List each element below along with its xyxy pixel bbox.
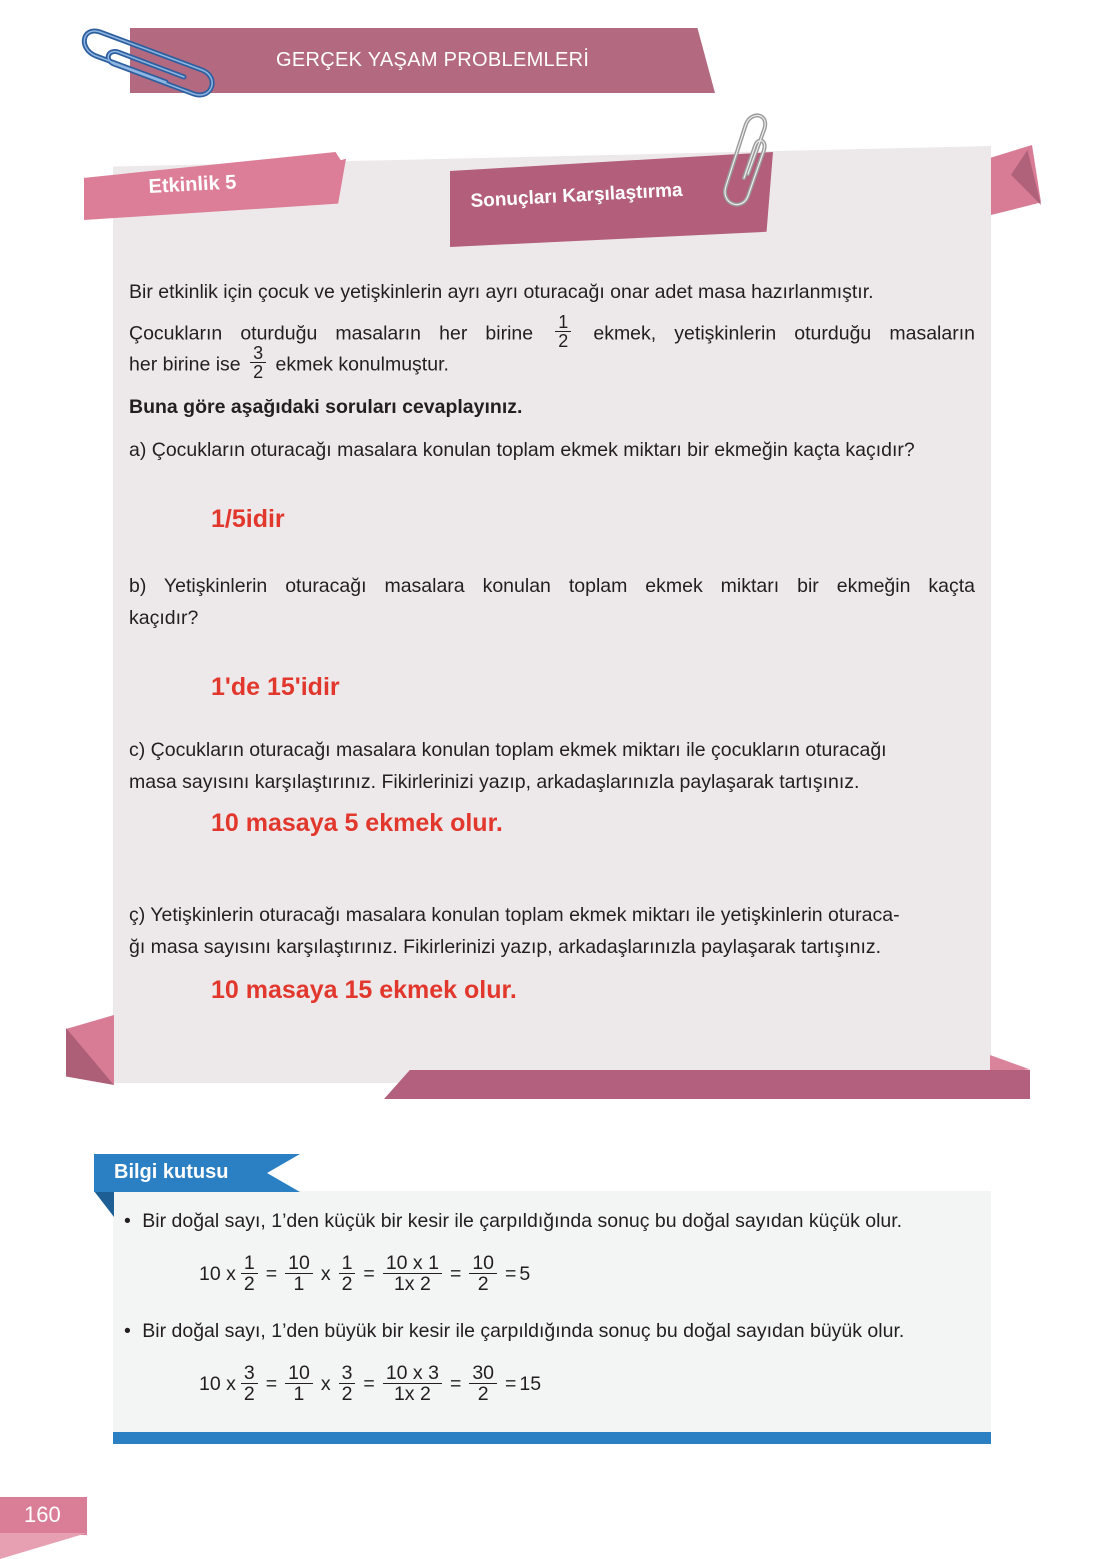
question-b-line1: b) Yetişkinlerin oturacağı masalara konulan toplam ekmek miktarı bir ekmeğin kaçta (129, 575, 975, 597)
instruction-text: Buna göre aşağıdaki soruları cevaplayınız. (129, 396, 523, 418)
info-bullet (124, 1318, 986, 1344)
question-c-line2: masa sayısını karşılaştırınız. Fikirlerinizi yazıp, arkadaşlarınızla paylaşarak tartışınız. (129, 771, 860, 793)
info-bullet-text: Bir doğal sayı, 1’den küçük bir kesir ile çarpıldığında sonuç bu doğal sayıdan küçük olur. (142, 1210, 903, 1232)
info-bullet-text: Bir doğal sayı, 1’den büyük bir kesir ile çarpıldığında sonuç bu doğal sayıdan büyük olur. (142, 1320, 905, 1342)
question-b-line2: kaçıdır? (129, 607, 199, 629)
formula-1 (199, 1253, 530, 1294)
fraction-numerator: 10 (469, 1253, 497, 1274)
fraction-denominator: 2 (341, 1383, 353, 1405)
page-title: GERÇEK YAŞAM PROBLEMLERİ (276, 49, 590, 71)
equals-sign: = (265, 1372, 278, 1395)
question-cc-line2: ğı masa sayısını karşılaştırınız. Fikirlerinizi yazıp, arkadaşlarınızla paylaşarak tartışınız. (129, 936, 882, 958)
fraction-numerator: 30 (469, 1363, 497, 1384)
paperclip-icon (718, 112, 780, 216)
answer-cc: 10 masaya 15 ekmek olur. (211, 976, 517, 1004)
fraction-denominator: 2 (558, 331, 569, 351)
intro-text: ekmek, yetişkinlerin oturduğu masaların (593, 322, 975, 345)
fraction-denominator: 1 (293, 1383, 305, 1405)
bullet-icon: • (124, 1210, 131, 1232)
page-number-fold (0, 1533, 87, 1559)
fraction (469, 1253, 497, 1294)
fraction-numerator: 3 (241, 1363, 258, 1384)
fraction (241, 1363, 258, 1404)
equals-sign: = (363, 1372, 375, 1395)
question-a: a) Çocukların oturacağı masalara konulan toplam ekmek miktarı bir ekmeğin kaçta kaçıdır? (129, 439, 915, 461)
answer-a: 1/5idir (211, 505, 285, 533)
intro-text: Çocukların oturduğu masaların her birine (129, 322, 534, 345)
info-box-title: Bilgi kutusu (114, 1161, 229, 1183)
equals-sign: = (505, 1262, 517, 1285)
equals-sign: = (265, 1262, 278, 1285)
question-cc-line1: ç) Yetişkinlerin oturacağı masalara konulan toplam ekmek miktarı ile yetişkinlerin oturaca- (129, 904, 900, 926)
fraction-numerator: 1 (339, 1253, 356, 1274)
fraction (383, 1253, 442, 1294)
info-box-bottom-bar (113, 1432, 991, 1444)
fraction-denominator: 2 (253, 362, 264, 382)
times-sign: x (320, 1262, 331, 1285)
fraction-numerator: 3 (339, 1363, 356, 1384)
question-c-line1: c) Çocukların oturacağı masalara konulan toplam ekmek miktarı ile çocukların oturacağı (129, 739, 887, 761)
equals-sign: = (363, 1262, 375, 1285)
fraction-numerator: 1 (241, 1253, 258, 1274)
fraction (469, 1363, 497, 1404)
fraction-denominator: 2 (243, 1383, 255, 1405)
fraction (339, 1363, 356, 1404)
equals-sign: = (449, 1372, 462, 1395)
answer-b: 1'de 15'idir (211, 673, 340, 701)
times-sign: x (320, 1372, 331, 1395)
fraction-denominator: 2 (243, 1273, 255, 1295)
fraction (339, 1253, 356, 1294)
topic-label: Sonuçları Karşılaştırma (470, 179, 684, 212)
fraction-numerator: 10 (285, 1253, 313, 1274)
fraction-numerator: 10 (285, 1363, 313, 1384)
fraction-denominator: 1 (293, 1273, 305, 1295)
fraction-denominator: 2 (477, 1383, 489, 1405)
formula-result: 5 (519, 1262, 531, 1285)
fraction (285, 1253, 313, 1294)
fraction-numerator: 1 (555, 313, 571, 332)
equals-sign: = (505, 1372, 517, 1395)
fraction (285, 1363, 313, 1404)
fraction-denominator: 2 (341, 1273, 353, 1295)
bullet-icon: • (124, 1320, 131, 1342)
paperclip-icon (74, 22, 224, 100)
intro-text: ekmek konulmuştur. (275, 353, 449, 376)
answer-c: 10 masaya 5 ekmek olur. (211, 809, 503, 837)
formula-2 (199, 1363, 541, 1404)
formula-result: 15 (519, 1372, 542, 1395)
fraction-denominator: 2 (477, 1273, 489, 1295)
fraction (241, 1253, 258, 1294)
intro-text-line (129, 343, 975, 384)
fraction-numerator: 10 x 3 (383, 1363, 442, 1384)
fraction-numerator: 10 x 1 (383, 1253, 442, 1274)
fraction-numerator: 3 (250, 344, 266, 363)
fraction (383, 1363, 442, 1404)
fraction-denominator: 1x 2 (393, 1383, 431, 1405)
page-number: 160 (24, 1502, 61, 1527)
fraction-denominator: 1x 2 (393, 1273, 431, 1295)
activity-label: Etkinlik 5 (148, 171, 237, 198)
fraction (555, 313, 571, 350)
fraction (250, 344, 266, 381)
formula-lead: 10 x (199, 1262, 236, 1285)
bottom-stripe (384, 1070, 1030, 1099)
info-tab-fold (94, 1191, 114, 1217)
info-bullet (124, 1208, 986, 1234)
equals-sign: = (449, 1262, 462, 1285)
intro-text-line: Bir etkinlik için çocuk ve yetişkinlerin ayrı ayrı oturacağı onar adet masa hazırlanmıştır. (129, 281, 874, 303)
intro-text: her birine ise (129, 353, 241, 376)
formula-lead: 10 x (199, 1372, 236, 1395)
